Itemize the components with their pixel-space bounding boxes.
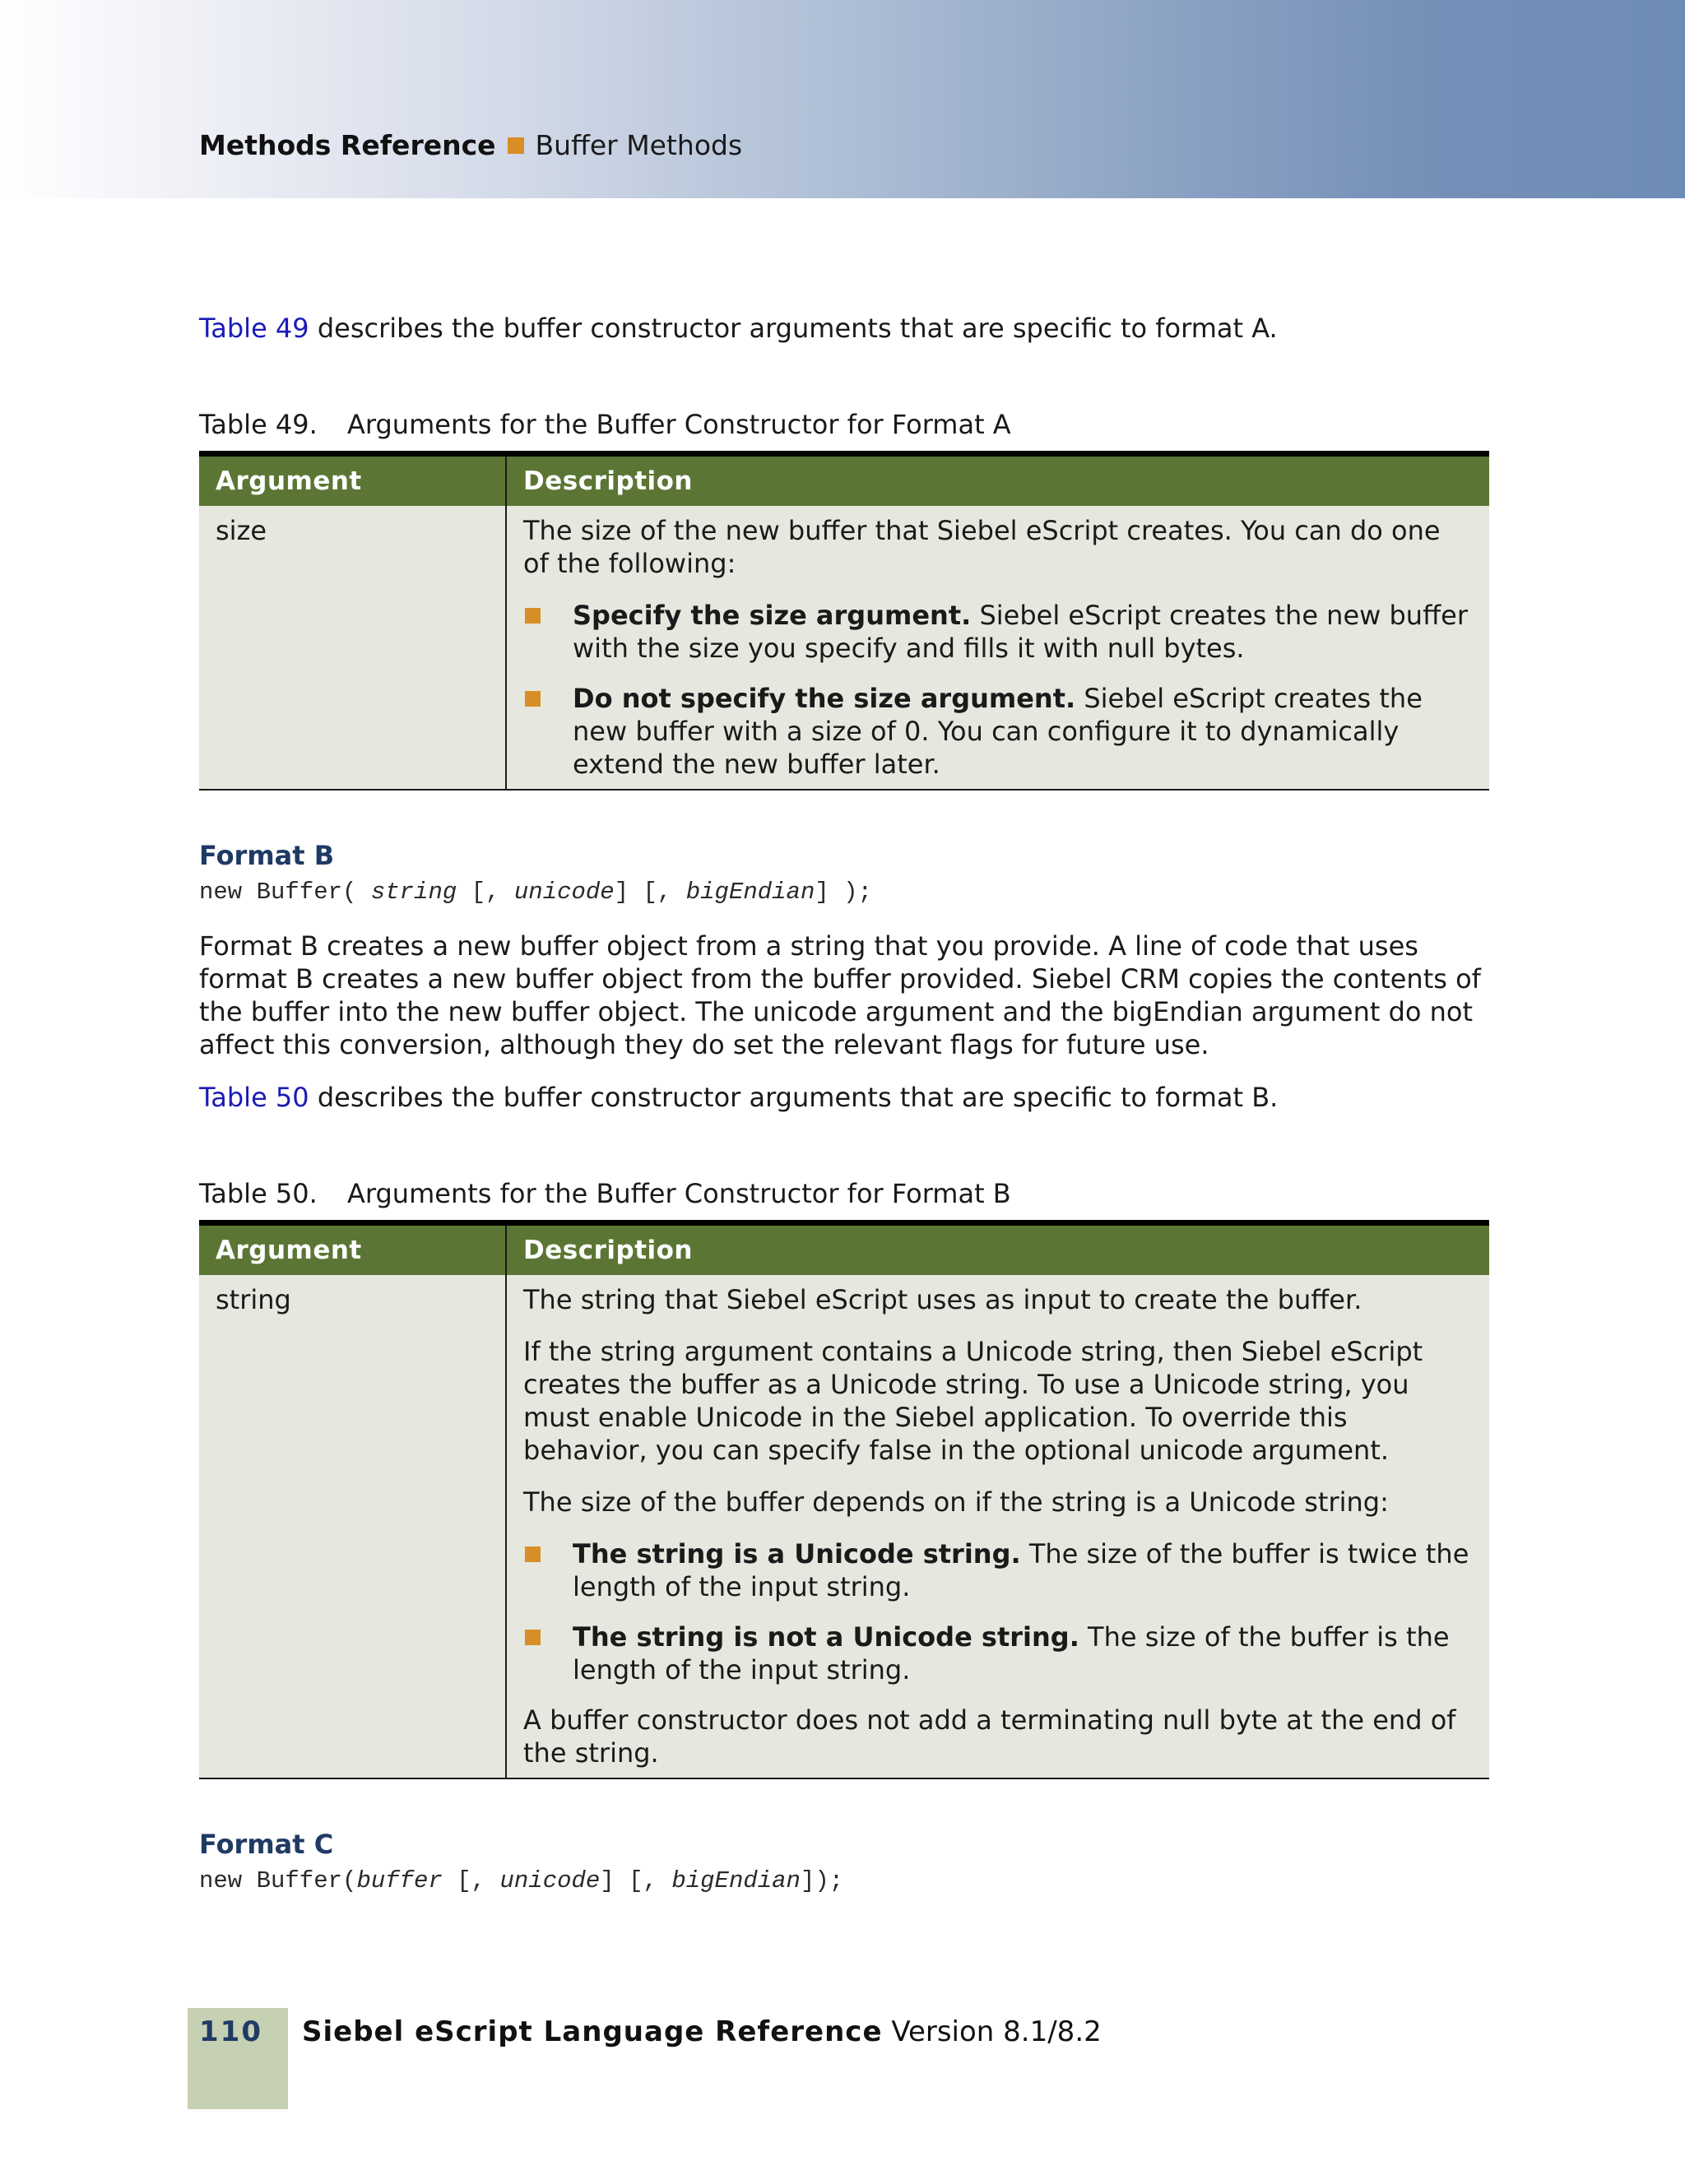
code-fragment: ] [, xyxy=(600,1867,672,1894)
code-fragment: ] ); xyxy=(815,879,872,906)
table50-link[interactable]: Table 50 xyxy=(199,1082,309,1113)
table49 xyxy=(199,451,1489,791)
bullet-text: The size of the buffer is the length of the input string. xyxy=(573,1621,1450,1686)
book-version: Version 8.1/8.2 xyxy=(882,2015,1102,2048)
header-band xyxy=(0,0,1685,198)
code-argument: buffer xyxy=(356,1867,443,1894)
description-text: The string that Siebel eScript uses as input to create the buffer. xyxy=(523,1284,1362,1315)
column-header-argument: Argument xyxy=(199,1223,506,1276)
description-text: If the string argument contains a Unicode string, then Siebel eScript creates the buffer as a Unicode string. To use a Unicode string, you must enable Unicode in the Siebel application. To override this behavior, you can specify false in the optional unicode argument. xyxy=(523,1336,1423,1466)
table50-intro-text: describes the buffer constructor arguments that are specific to format B. xyxy=(309,1082,1279,1113)
table49-link[interactable]: Table 49 xyxy=(199,313,309,344)
code-argument: unicode xyxy=(513,879,615,906)
footer-book-title xyxy=(302,2014,1102,2050)
table50-number: Table 50. xyxy=(199,1178,318,1209)
code-argument: string xyxy=(370,879,457,906)
description-text: The size of the buffer depends on if the string is a Unicode string: xyxy=(523,1486,1389,1518)
bullet-item xyxy=(523,682,1473,781)
table49-intro xyxy=(199,312,1489,345)
bullet-item xyxy=(523,1621,1473,1686)
table49-intro-text: describes the buffer constructor arguments that are specific to format A. xyxy=(309,313,1278,344)
bullet-bold-lead: Do not specify the size argument. xyxy=(573,683,1076,714)
table-row xyxy=(199,1275,1489,1778)
table49-caption xyxy=(199,408,1011,441)
format-c-heading: Format C xyxy=(199,1829,334,1860)
table50-intro xyxy=(199,1081,1489,1114)
format-c-syntax xyxy=(199,1866,843,1896)
table49-number: Table 49. xyxy=(199,409,318,440)
argument-cell: string xyxy=(199,1275,506,1778)
bullet-square-icon xyxy=(525,691,541,707)
bullet-square-icon xyxy=(525,1630,541,1645)
column-header-description: Description xyxy=(506,454,1489,507)
bullet-text: The size of the buffer is twice the length of the input string. xyxy=(573,1538,1469,1602)
code-fragment: [, xyxy=(457,879,514,906)
bullet-item xyxy=(523,1537,1473,1603)
code-fragment: ] [, xyxy=(614,879,686,906)
code-fragment: new Buffer( xyxy=(199,1867,357,1894)
description-cell xyxy=(506,506,1489,790)
column-header-description: Description xyxy=(506,1223,1489,1276)
header-separator-square xyxy=(508,137,524,154)
code-fragment: ]); xyxy=(800,1867,844,1894)
table50 xyxy=(199,1220,1489,1779)
bullet-bold-lead: The string is not a Unicode string. xyxy=(573,1621,1079,1653)
table-header-row xyxy=(199,1223,1489,1276)
format-b-heading: Format B xyxy=(199,840,335,871)
table50-title: Arguments for the Buffer Constructor for Format B xyxy=(347,1178,1011,1209)
bullet-bold-lead: Specify the size argument. xyxy=(573,600,972,631)
running-header xyxy=(199,128,742,163)
bullet-bold-lead: The string is a Unicode string. xyxy=(573,1538,1021,1570)
code-argument: bigEndian xyxy=(671,1867,801,1894)
book-title: Siebel eScript Language Reference xyxy=(302,2015,883,2048)
bullet-square-icon xyxy=(525,1546,541,1562)
format-b-syntax xyxy=(199,878,872,907)
description-cell xyxy=(506,1275,1489,1778)
table49-title: Arguments for the Buffer Constructor for Format A xyxy=(347,409,1011,440)
format-b-paragraph: Format B creates a new buffer object from a string that you provide. A line of code that uses format B creates a new buffer object from the buffer provided. Siebel CRM copies the contents of the buffer into the new buffer object. The unicode argument and the bigEndian argument do not affect this conversion, although they do set the relevant flags for future use. xyxy=(199,930,1481,1060)
code-fragment: new Buffer( xyxy=(199,879,371,906)
bullet-text: Siebel eScript creates the new buffer with the size you specify and fills it with null bytes. xyxy=(573,600,1468,664)
bullet-text: Siebel eScript creates the new buffer with a size of 0. You can configure it to dynamically extend the new buffer later. xyxy=(573,683,1423,780)
code-argument: unicode xyxy=(499,1867,601,1894)
bullet-square-icon xyxy=(525,608,541,624)
table-header-row xyxy=(199,454,1489,507)
argument-cell: size xyxy=(199,506,506,790)
bullet-item xyxy=(523,599,1473,665)
table-row xyxy=(199,506,1489,790)
code-fragment: [, xyxy=(442,1867,500,1894)
page-number: 110 xyxy=(199,2015,262,2048)
header-subsection-title: Buffer Methods xyxy=(535,129,743,161)
description-text: The size of the new buffer that Siebel eScript creates. You can do one of the following: xyxy=(523,515,1441,579)
description-text: A buffer constructor does not add a terminating null byte at the end of the string. xyxy=(523,1704,1456,1769)
table50-caption xyxy=(199,1177,1011,1210)
column-header-argument: Argument xyxy=(199,454,506,507)
code-argument: bigEndian xyxy=(685,879,815,906)
header-section-title: Methods Reference xyxy=(199,129,496,161)
